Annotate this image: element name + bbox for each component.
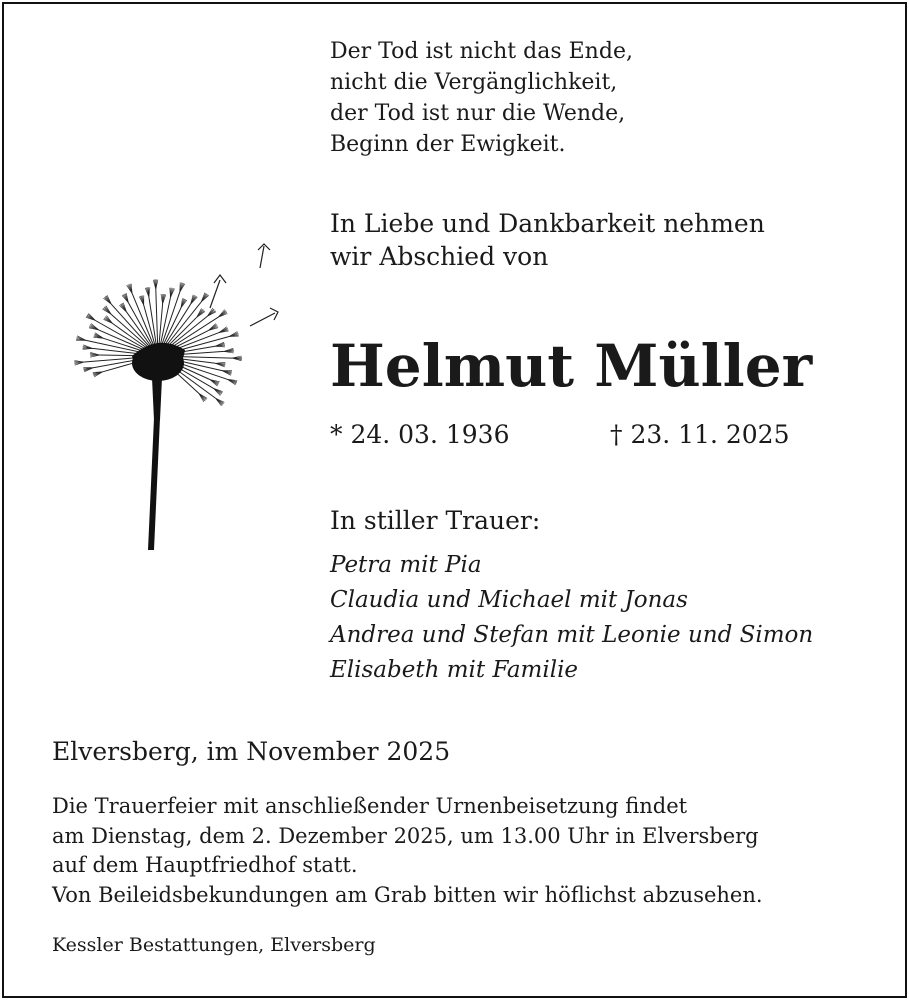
death-date: † 23. 11. 2025 bbox=[610, 420, 790, 449]
mourners-list bbox=[330, 548, 813, 688]
poem-line: Beginn der Ewigkeit. bbox=[330, 132, 566, 157]
undertaker: Kessler Bestattungen, Elversberg bbox=[52, 934, 376, 956]
intro-line: wir Abschied von bbox=[330, 242, 549, 271]
ceremony-line: auf dem Hauptfriedhof statt. bbox=[52, 853, 358, 877]
intro-line: In Liebe und Dankbarkeit nehmen bbox=[330, 209, 765, 238]
mourner-entry: Petra mit Pia bbox=[330, 552, 482, 578]
deceased-name: Helmut Müller bbox=[330, 332, 813, 400]
mourner-entry: Claudia und Michael mit Jonas bbox=[330, 587, 688, 613]
poem-line: Der Tod ist nicht das Ende, bbox=[330, 39, 633, 64]
farewell-intro bbox=[330, 207, 765, 273]
birth-date: * 24. 03. 1936 bbox=[330, 420, 510, 449]
dandelion-icon bbox=[70, 238, 290, 558]
mourner-entry: Andrea und Stefan mit Leonie und Simon bbox=[330, 622, 814, 648]
poem-line: nicht die Vergänglichkeit, bbox=[330, 70, 618, 95]
ceremony-line: Von Beileidsbekundungen am Grab bitten wir höflichst abzusehen. bbox=[52, 882, 763, 907]
ceremony-line: am Dienstag, dem 2. Dezember 2025, um 13.00 Uhr in Elversberg bbox=[52, 823, 759, 848]
ceremony-info bbox=[52, 792, 763, 910]
mourner-entry: Elisabeth mit Familie bbox=[330, 657, 579, 683]
ceremony-line: Die Trauerfeier mit anschließender Urnenbeisetzung findet bbox=[52, 794, 688, 818]
place-date: Elversberg, im November 2025 bbox=[52, 737, 451, 766]
poem-line: der Tod ist nur die Wende, bbox=[330, 101, 626, 126]
poem bbox=[330, 36, 633, 160]
mourning-heading: In stiller Trauer: bbox=[330, 506, 541, 535]
